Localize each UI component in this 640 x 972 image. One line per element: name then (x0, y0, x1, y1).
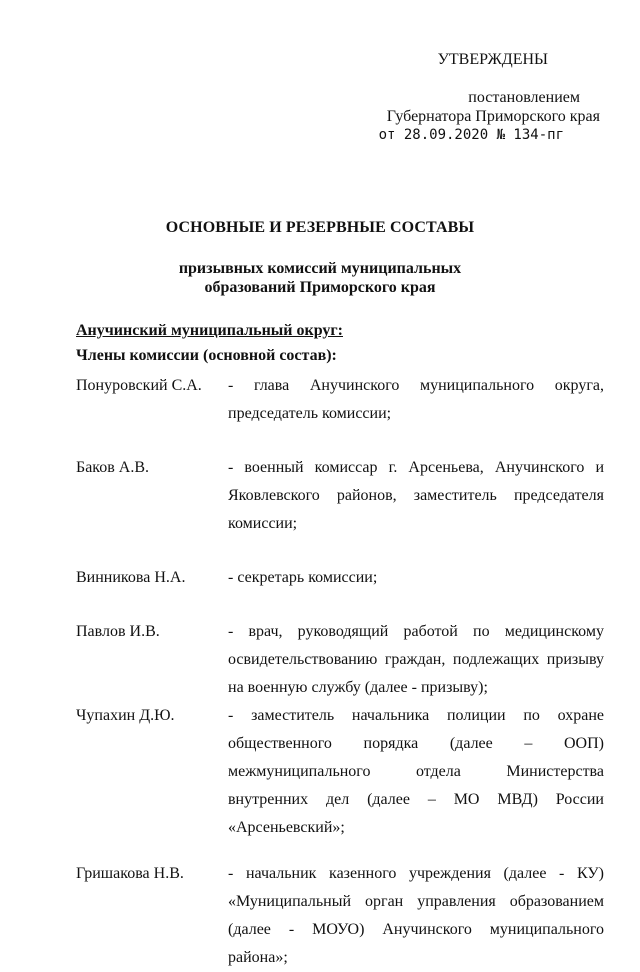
member-entry (76, 564, 604, 592)
member-entry (76, 860, 604, 972)
member-entry (76, 372, 604, 428)
approval-governor: Губернатора Приморского края (386, 108, 600, 125)
member-name: Павлов И.В. (76, 623, 160, 640)
member-role: - начальник казенного учреждения (далее - КУ) «Муниципальный орган управления образованием (далее - МОУО) Анучинского муниципального района»; (228, 865, 604, 966)
member-name: Чупахин Д.Ю. (76, 707, 175, 724)
district-heading: Анучинский муниципальный округ: (76, 322, 343, 339)
approval-block (300, 50, 600, 145)
member-name: Гришакова Н.В. (76, 865, 184, 882)
members-list (76, 372, 604, 972)
member-role: - глава Анучинского муниципального округа, председатель комиссии; (228, 377, 604, 422)
member-name: Винникова Н.А. (76, 569, 186, 586)
members-heading: Члены комиссии (основной состав): (76, 347, 337, 364)
member-entry (76, 702, 604, 842)
subtitle-line-2: образований Приморского края (204, 279, 436, 296)
member-role: - заместитель начальника полиции по охране общественного порядка (далее – ООП) межмуниципального отдела Министерства внутренних дел (далее – МО МВД) России «Арсеньевский»; (228, 707, 604, 836)
approval-date-number: от 28.09.2020 № 134-пг (378, 127, 564, 143)
member-entry (76, 618, 604, 702)
member-role: - военный комиссар г. Арсеньева, Анучинского и Яковлевского районов, заместитель председателя комиссии; (228, 459, 604, 532)
member-name: Баков А.В. (76, 459, 150, 476)
document-title: ОСНОВНЫЕ И РЕЗЕРВНЫЕ СОСТАВЫ (165, 219, 475, 236)
member-name: Понуровский С.А. (76, 377, 202, 394)
approval-resolution: постановлением (468, 89, 580, 106)
member-role: - врач, руководящий работой по медицинскому освидетельствованию граждан, подлежащих призыву на военную службу (далее - призыву); (228, 623, 604, 696)
subtitle-line-1: призывных комиссий муниципальных (178, 260, 462, 277)
member-role: - секретарь комиссии; (228, 569, 378, 586)
document-subtitle (0, 259, 640, 297)
member-entry (76, 454, 604, 538)
approval-stamp: УТВЕРЖДЕНЫ (437, 51, 548, 68)
